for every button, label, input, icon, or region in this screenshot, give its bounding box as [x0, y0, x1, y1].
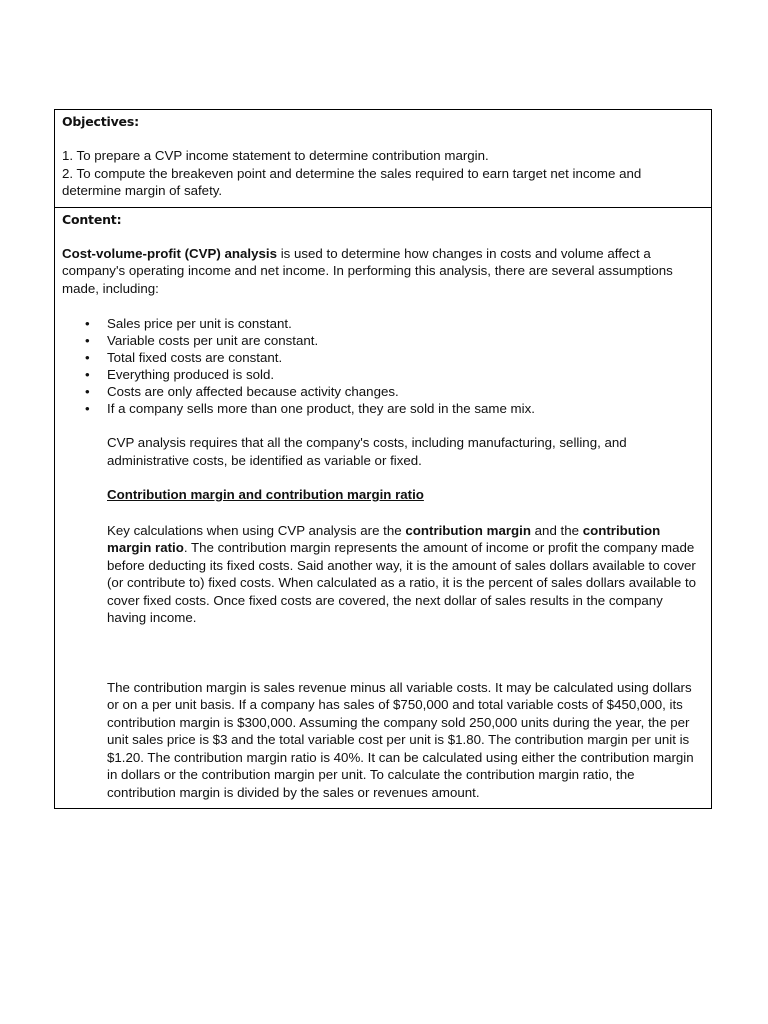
objectives-cell — [55, 110, 711, 207]
bullet-icon: • — [85, 367, 90, 382]
list-item — [62, 349, 704, 366]
objectives-heading: Objectives: — [62, 114, 139, 129]
key-text: Key calculations when using CVP analysis are the — [107, 522, 406, 538]
objective-item: 2. To compute the breakeven point and determine the sales required to earn target net income and determine margin of safety. — [62, 165, 642, 198]
bullet-icon: • — [85, 333, 90, 348]
key-text: . The contribution margin represents the amount of income or profit the company made before deducting its fixed costs. Said another way, it is the amount of sales dollars available to cover (or contribute to) fixed costs. When calculated as a ratio, it is the percent of sales dollars available to cover fixed costs. Once fixed costs are covered, the next dollar of sales results in the company having income. — [107, 540, 697, 625]
content-cell — [55, 207, 711, 809]
intro-bold-term: Cost-volume-profit (CVP) analysis — [62, 245, 277, 261]
bullet-icon: • — [85, 401, 90, 416]
objectives-list — [62, 147, 704, 200]
list-item-text: Sales price per unit is constant. — [107, 316, 292, 331]
document-table — [54, 109, 712, 809]
key-text: and the — [530, 522, 583, 538]
cvp-requirement-paragraph: CVP analysis requires that all the company's costs, including manufacturing, selling, and administrative costs, be identified as variable or fixed. — [107, 435, 627, 468]
assumptions-list — [62, 315, 704, 417]
bullet-icon: • — [85, 316, 90, 331]
bold-term: contribution margin ratio — [107, 522, 661, 555]
list-item — [62, 366, 704, 383]
bullet-icon: • — [85, 350, 90, 365]
example-paragraph: The contribution margin is sales revenue minus all variable costs. It may be calculated using dollars or on a per unit basis. If a company has sales of $750,000 and total variable costs of $450,000, its contribution margin is $300,000. Assuming the company sold 250,000 units during the year, the per unit sales price is $3 and the total variable cost per unit is $1.80. The contribution margin per unit is $1.20. The contribution margin ratio is 40%. It can be calculated using either the contribution margin in dollars or the contribution margin per unit. To calculate the contribution margin ratio, the contribution margin is divided by the sales or revenues amount. — [107, 679, 694, 800]
content-body — [107, 434, 704, 801]
list-item — [62, 315, 704, 332]
list-item — [62, 383, 704, 400]
bullet-icon: • — [85, 384, 90, 399]
intro-paragraph — [62, 245, 704, 298]
list-item-text: Variable costs per unit are constant. — [107, 333, 319, 348]
key-calculations-paragraph — [107, 522, 704, 627]
list-item-text: Everything produced is sold. — [107, 367, 275, 382]
section-title: Contribution margin and contribution margin ratio — [107, 487, 424, 502]
spacer — [107, 627, 704, 679]
bold-term: contribution margin — [405, 522, 531, 538]
objective-item: 1. To prepare a CVP income statement to determine contribution margin. — [62, 148, 489, 163]
intro-text: is used to determine how changes in costs and volume affect a company's operating income and net income. In performing this analysis, there are several assumptions made, including: — [62, 245, 673, 296]
content-heading: Content: — [62, 211, 122, 227]
list-item — [62, 332, 704, 349]
list-item-text: Costs are only affected because activity changes. — [107, 384, 399, 399]
list-item-text: Total fixed costs are constant. — [107, 350, 283, 365]
list-item — [62, 400, 704, 417]
list-item-text: If a company sells more than one product, they are sold in the same mix. — [107, 401, 535, 416]
